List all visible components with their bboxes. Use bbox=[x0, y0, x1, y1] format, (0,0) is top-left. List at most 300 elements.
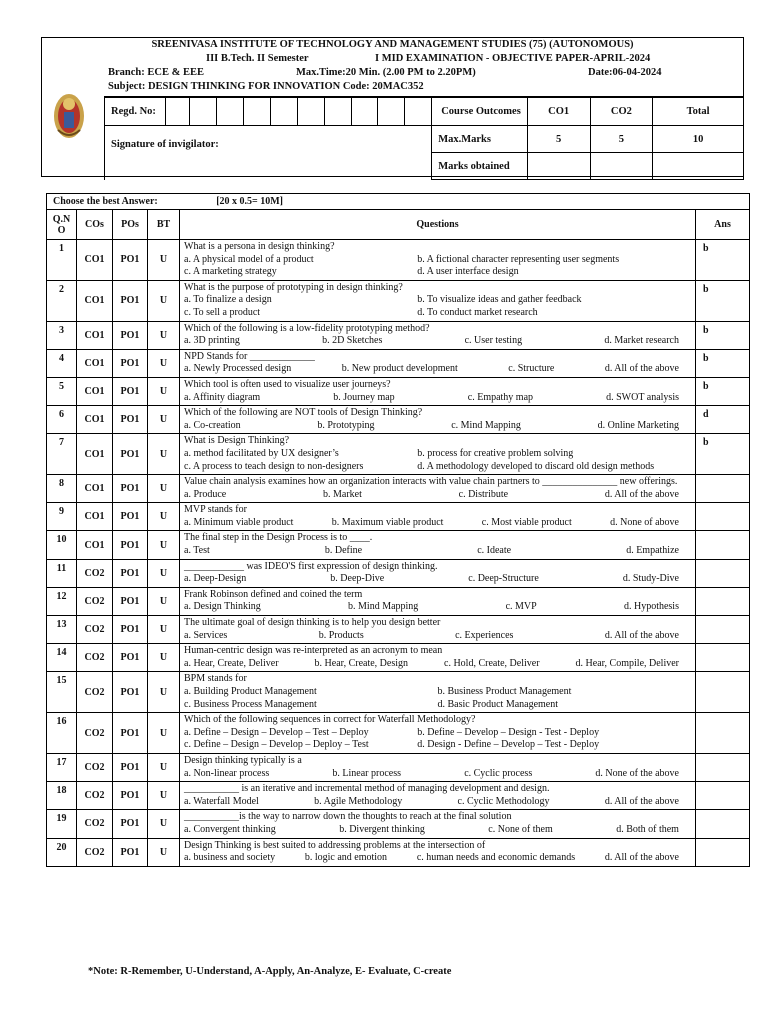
question-text: Human-centric design was re-interpreted as an acronym to mean bbox=[184, 645, 443, 657]
regd-box[interactable] bbox=[270, 98, 297, 126]
question-bt: U bbox=[148, 377, 180, 405]
question-number: 11 bbox=[47, 559, 77, 587]
max-time: Max.Time:20 Min. (2.00 PM to 2.20PM) bbox=[296, 67, 476, 78]
question-row bbox=[47, 587, 750, 615]
options-list bbox=[184, 601, 691, 614]
question-cell bbox=[180, 349, 696, 377]
regd-box[interactable] bbox=[351, 98, 378, 126]
answer-option: a. Test bbox=[184, 545, 210, 557]
answer-option: d. All of the above bbox=[604, 795, 679, 807]
course-name: III B.Tech. II Semester bbox=[206, 53, 309, 64]
answer-option: d. All of the above bbox=[604, 363, 679, 375]
question-bt: U bbox=[148, 475, 180, 503]
question-cell bbox=[180, 644, 696, 672]
answer-option: c. Empathy map bbox=[467, 391, 534, 403]
answer-cell[interactable]: b bbox=[696, 434, 750, 475]
question-number: 5 bbox=[47, 377, 77, 405]
question-number: 20 bbox=[47, 838, 77, 866]
exam-date: Date:06-04-2024 bbox=[588, 67, 662, 78]
question-bt: U bbox=[148, 531, 180, 559]
obtained-co2[interactable] bbox=[590, 153, 653, 180]
answer-option: d. None of the above bbox=[595, 767, 679, 779]
answer-option: b. Products bbox=[318, 629, 364, 641]
question-po: PO1 bbox=[113, 377, 148, 405]
regd-box[interactable] bbox=[324, 98, 351, 126]
obtained-co1[interactable] bbox=[527, 153, 590, 180]
branch: Branch: ECE & EEE bbox=[108, 67, 204, 78]
answer-option: d. Basic Product Management bbox=[437, 698, 559, 710]
options-list bbox=[184, 392, 691, 405]
question-row bbox=[47, 377, 750, 405]
answer-cell[interactable] bbox=[696, 616, 750, 644]
question-text: NPD Stands for _____________ bbox=[184, 350, 315, 362]
answer-option: b. Market bbox=[322, 488, 362, 500]
answer-option: a. business and society bbox=[184, 852, 276, 864]
max-marks-label: Max.Marks bbox=[432, 126, 528, 153]
answer-option: c. Most viable product bbox=[481, 516, 572, 528]
options-list bbox=[184, 573, 691, 586]
max-co2: 5 bbox=[590, 126, 653, 153]
options-list bbox=[184, 630, 691, 643]
question-po: PO1 bbox=[113, 434, 148, 475]
question-number: 18 bbox=[47, 782, 77, 810]
question-text: What is the purpose of prototyping in design thinking? bbox=[184, 281, 403, 293]
answer-option: c. Experiences bbox=[455, 629, 514, 641]
question-co: CO1 bbox=[77, 406, 113, 434]
question-cell bbox=[180, 753, 696, 781]
question-text: Value chain analysis examines how an organization interacts with value chain partners to _______________ new offerings. bbox=[184, 476, 678, 488]
answer-option: a. Affinity diagram bbox=[184, 391, 261, 403]
answer-option: d. Empathize bbox=[626, 545, 679, 557]
question-row bbox=[47, 321, 750, 349]
question-number: 2 bbox=[47, 280, 77, 321]
options-list bbox=[184, 727, 691, 752]
answer-option: a. Building Product Management bbox=[184, 686, 317, 697]
answer-option: b. Prototyping bbox=[317, 419, 375, 431]
instruction-row bbox=[47, 194, 750, 210]
answer-option: b. Journey map bbox=[333, 391, 395, 403]
total-header: Total bbox=[653, 98, 744, 126]
answer-cell[interactable] bbox=[696, 672, 750, 713]
answer-option: c. Cyclic Methodology bbox=[457, 795, 550, 807]
question-row bbox=[47, 616, 750, 644]
answer-option: b. Agile Methodology bbox=[314, 795, 403, 807]
question-text: Which tool is often used to visualize user journeys? bbox=[184, 378, 391, 390]
answer-cell[interactable]: b bbox=[696, 240, 750, 281]
question-number: 8 bbox=[47, 475, 77, 503]
course-outcomes-label: Course Outcomes bbox=[432, 98, 528, 126]
regd-box[interactable] bbox=[217, 98, 244, 126]
question-row bbox=[47, 240, 750, 281]
marks-obtained-label: Marks obtained bbox=[432, 153, 528, 180]
options-list bbox=[184, 796, 691, 809]
question-row bbox=[47, 672, 750, 713]
answer-option: c. Business Process Management bbox=[184, 698, 317, 710]
question-number: 12 bbox=[47, 587, 77, 615]
answer-cell[interactable] bbox=[696, 753, 750, 781]
question-po: PO1 bbox=[113, 713, 148, 754]
answer-option: b. logic and emotion bbox=[304, 852, 388, 864]
answer-option: c. A process to teach design to non-designers bbox=[184, 460, 364, 472]
answer-option: c. Cyclic process bbox=[464, 767, 533, 779]
question-po: PO1 bbox=[113, 782, 148, 810]
question-co: CO2 bbox=[77, 713, 113, 754]
answer-option: d. All of the above bbox=[604, 629, 679, 641]
question-cell bbox=[180, 782, 696, 810]
question-bt: U bbox=[148, 240, 180, 281]
question-cell bbox=[180, 321, 696, 349]
answer-option: a. method facilitated by UX designer’s bbox=[184, 447, 339, 459]
answer-cell[interactable] bbox=[696, 713, 750, 754]
answer-option: a. Hear, Create, Deliver bbox=[184, 657, 279, 669]
question-co: CO2 bbox=[77, 753, 113, 781]
answer-option: c. None of them bbox=[488, 823, 553, 835]
regd-box[interactable] bbox=[297, 98, 324, 126]
question-cell bbox=[180, 713, 696, 754]
question-po: PO1 bbox=[113, 280, 148, 321]
answer-option: b. Hear, Create, Design bbox=[314, 657, 408, 669]
question-number: 1 bbox=[47, 240, 77, 281]
question-row bbox=[47, 531, 750, 559]
question-co: CO1 bbox=[77, 280, 113, 321]
answer-option: d. A user interface design bbox=[417, 266, 519, 278]
question-row bbox=[47, 753, 750, 781]
answer-option: b. Mind Mapping bbox=[348, 601, 419, 613]
question-bt: U bbox=[148, 713, 180, 754]
questions-body bbox=[47, 240, 750, 867]
question-number: 19 bbox=[47, 810, 77, 838]
signature-label: Signature of invigilator: bbox=[105, 126, 432, 180]
question-number: 10 bbox=[47, 531, 77, 559]
answer-cell[interactable]: b bbox=[696, 321, 750, 349]
answer-option: b. Deep-Dive bbox=[330, 573, 385, 585]
answer-option: b. To visualize ideas and gather feedback bbox=[417, 294, 582, 306]
question-row bbox=[47, 782, 750, 810]
regd-box[interactable] bbox=[378, 98, 405, 126]
answer-option: b. process for creative problem solving bbox=[417, 447, 574, 459]
question-co: CO2 bbox=[77, 644, 113, 672]
instruction: Choose the best Answer: bbox=[53, 196, 158, 207]
question-bt: U bbox=[148, 644, 180, 672]
question-co: CO2 bbox=[77, 672, 113, 713]
bt-legend-note: *Note: R-Remember, U-Understand, A-Apply, An-Analyze, E- Evaluate, C-create bbox=[88, 966, 452, 977]
question-number: 7 bbox=[47, 434, 77, 475]
regd-box[interactable] bbox=[405, 98, 432, 126]
options-list bbox=[184, 363, 691, 376]
answer-cell[interactable] bbox=[696, 475, 750, 503]
answer-option: b. Business Product Management bbox=[437, 686, 572, 697]
answer-option: a. Deep-Design bbox=[184, 573, 247, 585]
question-bt: U bbox=[148, 503, 180, 531]
question-cell bbox=[180, 377, 696, 405]
question-text: The final step in the Design Process is to ____. bbox=[184, 532, 373, 544]
question-text: ___________is the way to narrow down the thoughts to reach at the final solution bbox=[184, 811, 512, 823]
total-marks: [20 x 0.5= 10M] bbox=[216, 196, 284, 207]
question-co: CO1 bbox=[77, 349, 113, 377]
question-text: What is Design Thinking? bbox=[184, 435, 290, 447]
question-number: 13 bbox=[47, 616, 77, 644]
max-co1: 5 bbox=[527, 126, 590, 153]
question-cell bbox=[180, 672, 696, 713]
answer-option: a. Define – Design – Develop – Test – Deploy bbox=[184, 726, 369, 738]
options-list bbox=[184, 254, 691, 279]
answer-cell[interactable] bbox=[696, 782, 750, 810]
marks-table bbox=[104, 96, 744, 179]
answer-option: c. Distribute bbox=[458, 488, 509, 500]
question-bt: U bbox=[148, 280, 180, 321]
institute-name: SREENIVASA INSTITUTE OF TECHNOLOGY AND MANAGEMENT STUDIES (75) (AUTONOMOUS) bbox=[151, 39, 634, 50]
options-list bbox=[184, 658, 691, 671]
options-list bbox=[184, 545, 691, 558]
options-list bbox=[184, 686, 691, 711]
question-po: PO1 bbox=[113, 838, 148, 866]
question-po: PO1 bbox=[113, 810, 148, 838]
options-list bbox=[184, 489, 691, 502]
question-bt: U bbox=[148, 753, 180, 781]
question-number: 4 bbox=[47, 349, 77, 377]
question-text: ___________ is an iterative and incremental method of managing development and design. bbox=[184, 783, 550, 795]
question-bt: U bbox=[148, 321, 180, 349]
answer-cell[interactable]: b bbox=[696, 349, 750, 377]
answer-option: b. 2D Sketches bbox=[322, 335, 383, 347]
answer-option: a. Convergent thinking bbox=[184, 823, 276, 835]
subject: Subject: DESIGN THINKING FOR INNOVATION Code: 20MAC352 bbox=[108, 81, 424, 92]
answer-option: d. Study-Dive bbox=[622, 573, 679, 585]
col-bt: BT bbox=[148, 210, 180, 240]
options-list bbox=[184, 517, 691, 530]
answer-option: b. Maximum viable product bbox=[331, 516, 444, 528]
answer-option: c. Deep-Structure bbox=[468, 573, 539, 585]
question-row bbox=[47, 838, 750, 866]
question-po: PO1 bbox=[113, 503, 148, 531]
question-po: PO1 bbox=[113, 753, 148, 781]
question-bt: U bbox=[148, 672, 180, 713]
answer-option: d. All of the above bbox=[604, 852, 679, 864]
question-po: PO1 bbox=[113, 349, 148, 377]
regd-box[interactable] bbox=[190, 98, 217, 126]
answer-option: b. Define – Develop – Design - Test - Deploy bbox=[417, 726, 600, 738]
answer-cell[interactable] bbox=[696, 810, 750, 838]
question-cell bbox=[180, 559, 696, 587]
answer-option: b. Define bbox=[324, 545, 363, 557]
question-row bbox=[47, 810, 750, 838]
question-co: CO2 bbox=[77, 559, 113, 587]
questions-table bbox=[46, 193, 750, 867]
question-bt: U bbox=[148, 616, 180, 644]
question-cell bbox=[180, 810, 696, 838]
answer-option: d. All of the above bbox=[604, 488, 679, 500]
question-po: PO1 bbox=[113, 587, 148, 615]
question-text: Which of the following sequences in correct for Waterfall Methodology? bbox=[184, 714, 476, 726]
question-co: CO2 bbox=[77, 810, 113, 838]
answer-option: d. Hypothesis bbox=[623, 601, 679, 613]
question-row bbox=[47, 644, 750, 672]
answer-option: b. Divergent thinking bbox=[339, 823, 425, 835]
question-bt: U bbox=[148, 782, 180, 810]
answer-option: a. A physical model of a product bbox=[184, 253, 314, 265]
col-questions: Questions bbox=[180, 210, 696, 240]
answer-option: c. Ideate bbox=[477, 545, 512, 557]
answer-option: c. MVP bbox=[505, 601, 537, 613]
question-cell bbox=[180, 587, 696, 615]
regd-box[interactable] bbox=[166, 98, 190, 126]
question-text: ____________ was IDEO'S first expression of design thinking. bbox=[184, 560, 438, 572]
question-cell bbox=[180, 406, 696, 434]
question-co: CO1 bbox=[77, 321, 113, 349]
question-number: 17 bbox=[47, 753, 77, 781]
question-cell bbox=[180, 616, 696, 644]
question-co: CO1 bbox=[77, 377, 113, 405]
question-cell bbox=[180, 838, 696, 866]
question-co: CO2 bbox=[77, 782, 113, 810]
question-po: PO1 bbox=[113, 240, 148, 281]
question-bt: U bbox=[148, 810, 180, 838]
question-row bbox=[47, 475, 750, 503]
col-pos: POs bbox=[113, 210, 148, 240]
question-bt: U bbox=[148, 349, 180, 377]
question-cell bbox=[180, 434, 696, 475]
options-list bbox=[184, 335, 691, 348]
answer-option: d. None of above bbox=[610, 516, 679, 528]
answer-option: c. User testing bbox=[464, 335, 523, 347]
answer-option: a. Waterfall Model bbox=[184, 795, 259, 807]
co1-header: CO1 bbox=[527, 98, 590, 126]
answer-option: d. Market research bbox=[604, 335, 679, 347]
options-list bbox=[184, 448, 691, 473]
question-co: CO1 bbox=[77, 503, 113, 531]
question-co: CO2 bbox=[77, 616, 113, 644]
question-text: BPM stands for bbox=[184, 673, 247, 685]
question-co: CO2 bbox=[77, 587, 113, 615]
answer-cell[interactable] bbox=[696, 503, 750, 531]
question-row bbox=[47, 434, 750, 475]
question-cell bbox=[180, 531, 696, 559]
answer-option: a. Services bbox=[184, 629, 228, 641]
answer-cell[interactable]: b bbox=[696, 377, 750, 405]
question-text: The ultimate goal of design thinking is to help you design better bbox=[184, 617, 441, 629]
question-number: 14 bbox=[47, 644, 77, 672]
answer-option: d. Both of them bbox=[616, 823, 679, 835]
question-number: 16 bbox=[47, 713, 77, 754]
answer-option: c. human needs and economic demands bbox=[416, 852, 576, 864]
exam-header bbox=[41, 37, 744, 177]
obtained-total[interactable] bbox=[653, 153, 744, 180]
answer-option: c. A marketing strategy bbox=[184, 266, 277, 278]
question-bt: U bbox=[148, 587, 180, 615]
question-co: CO1 bbox=[77, 531, 113, 559]
answer-option: d. Online Marketing bbox=[597, 419, 679, 431]
options-list bbox=[184, 768, 691, 781]
options-list bbox=[184, 824, 691, 837]
co2-header: CO2 bbox=[590, 98, 653, 126]
regd-label: Regd. No: bbox=[105, 98, 166, 126]
answer-option: b. Linear process bbox=[332, 767, 402, 779]
max-total: 10 bbox=[653, 126, 744, 153]
question-text: Design Thinking is best suited to addressing problems at the intersection of bbox=[184, 839, 486, 851]
question-text: What is a persona in design thinking? bbox=[184, 241, 335, 252]
question-po: PO1 bbox=[113, 559, 148, 587]
question-row bbox=[47, 349, 750, 377]
answer-option: a. Produce bbox=[184, 488, 227, 500]
options-list bbox=[184, 852, 691, 865]
question-number: 15 bbox=[47, 672, 77, 713]
question-po: PO1 bbox=[113, 475, 148, 503]
answer-cell[interactable] bbox=[696, 587, 750, 615]
question-bt: U bbox=[148, 559, 180, 587]
answer-option: a. 3D printing bbox=[184, 335, 240, 347]
question-number: 9 bbox=[47, 503, 77, 531]
answer-option: a. Minimum viable product bbox=[184, 516, 294, 528]
question-number: 3 bbox=[47, 321, 77, 349]
answer-option: a. To finalize a design bbox=[184, 294, 272, 306]
answer-cell[interactable]: b bbox=[696, 280, 750, 321]
question-co: CO1 bbox=[77, 475, 113, 503]
answer-cell[interactable] bbox=[696, 838, 750, 866]
answer-cell[interactable] bbox=[696, 644, 750, 672]
answer-option: b. A fictional character representing user segments bbox=[417, 253, 620, 265]
question-co: CO1 bbox=[77, 434, 113, 475]
answer-option: c. Hold, Create, Deliver bbox=[444, 657, 540, 669]
answer-option: a. Non-linear process bbox=[184, 767, 270, 779]
answer-cell[interactable] bbox=[696, 531, 750, 559]
question-bt: U bbox=[148, 838, 180, 866]
answer-option: c. To sell a product bbox=[184, 306, 261, 318]
question-po: PO1 bbox=[113, 531, 148, 559]
answer-option: d. Design - Define – Develop – Test - Deploy bbox=[417, 739, 600, 751]
institute-emblem-icon bbox=[50, 90, 88, 142]
options-list bbox=[184, 420, 691, 433]
answer-option: b. New product development bbox=[341, 363, 458, 375]
answer-option: a. Co-creation bbox=[184, 419, 241, 431]
question-text: MVP stands for bbox=[184, 504, 247, 516]
question-text: Which of the following is a low-fidelity prototyping method? bbox=[184, 322, 430, 334]
question-cell bbox=[180, 503, 696, 531]
col-ans: Ans bbox=[696, 210, 750, 240]
question-row bbox=[47, 503, 750, 531]
question-row bbox=[47, 713, 750, 754]
question-bt: U bbox=[148, 406, 180, 434]
answer-option: c. Mind Mapping bbox=[451, 419, 521, 431]
question-row bbox=[47, 280, 750, 321]
question-bt: U bbox=[148, 434, 180, 475]
answer-option: d. A methodology developed to discard old design methods bbox=[417, 460, 655, 472]
question-cell bbox=[180, 240, 696, 281]
answer-option: c. Define – Design – Develop – Deploy – Test bbox=[184, 739, 369, 751]
answer-option: d. Hear, Compile, Deliver bbox=[575, 657, 679, 669]
col-cos: COs bbox=[77, 210, 113, 240]
answer-option: c. Structure bbox=[508, 363, 555, 375]
answer-cell[interactable]: d bbox=[696, 406, 750, 434]
question-po: PO1 bbox=[113, 406, 148, 434]
question-po: PO1 bbox=[113, 644, 148, 672]
question-co: CO2 bbox=[77, 838, 113, 866]
answer-option: a. Newly Processed design bbox=[184, 363, 292, 375]
question-text: Design thinking typically is a bbox=[184, 754, 302, 766]
exam-title: I MID EXAMINATION - OBJECTIVE PAPER-APRIL-2024 bbox=[375, 53, 651, 64]
answer-option: d. SWOT analysis bbox=[606, 391, 679, 403]
question-po: PO1 bbox=[113, 321, 148, 349]
question-co: CO1 bbox=[77, 240, 113, 281]
col-qno: Q.N O bbox=[47, 210, 77, 240]
options-list bbox=[184, 294, 691, 319]
regd-box[interactable] bbox=[244, 98, 271, 126]
answer-cell[interactable] bbox=[696, 559, 750, 587]
question-text: Frank Robinson defined and coined the term bbox=[184, 588, 363, 600]
question-cell bbox=[180, 280, 696, 321]
question-cell bbox=[180, 475, 696, 503]
question-number: 6 bbox=[47, 406, 77, 434]
question-row bbox=[47, 406, 750, 434]
